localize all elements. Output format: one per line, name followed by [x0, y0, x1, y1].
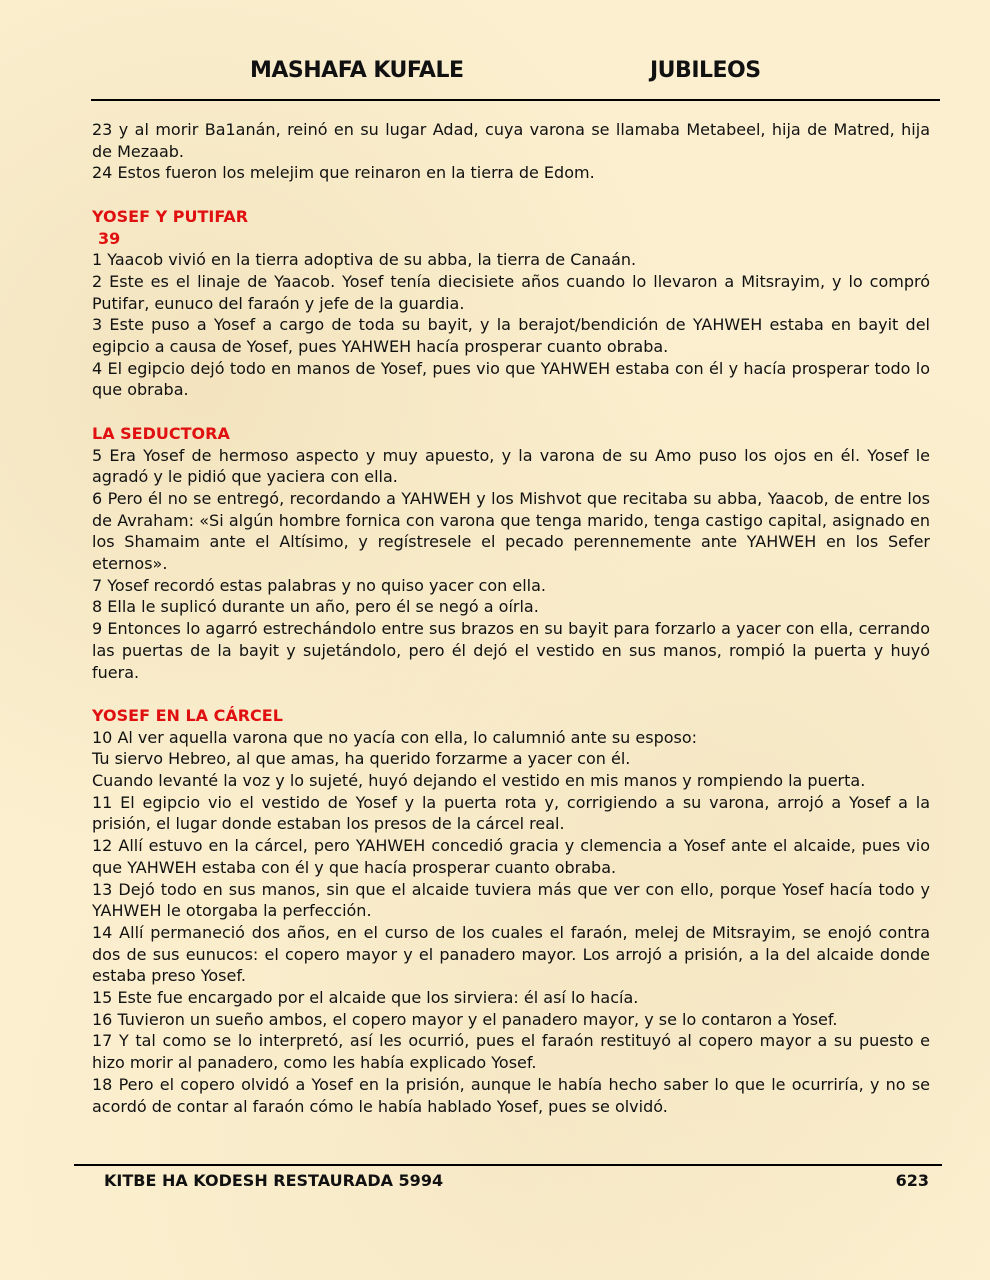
verse-paragraph: 17 Y tal como se lo interpretó, así les ocurrió, pues el faraón restituyó al copero mayor a su puesto e hizo morir al panadero, como les había explicado Yosef.: [92, 1031, 930, 1073]
verse-paragraph: 6 Pero él no se entregó, recordando a YAHWEH y los Mishvot que recitaba su abba, Yaacob, de entre los de Avraham: «Si algún hombre fornica con varona que tenga marido, tenga castigo capital, asignado en los Shamaim ante el Altísimo, y regístresele el pecado perennemente ante YAHWEH en los Sefer eternos».: [92, 488, 930, 574]
verse-paragraph: 14 Allí permaneció dos años, en el curso de los cuales el faraón, melej de Mitsrayim, se enojó contra dos de sus eunucos: el copero mayor y el panadero mayor. Los arrojó a prisión, a la del alcaide donde estaba preso Yosef.: [92, 922, 930, 986]
footer-rule: [74, 1164, 942, 1166]
footer-title: KITBE HA KODESH RESTAURADA 5994: [104, 1171, 444, 1190]
section-heading: LA SEDUCTORA: [92, 423, 230, 443]
section-heading: YOSEF EN LA CÁRCEL: [92, 705, 283, 725]
verse-paragraph: 18 Pero el copero olvidó a Yosef en la prisión, aunque le había hecho saber lo que le ocurriría, y no se acordó de contar al faraón cómo le había hablado Yosef, pues se olvidó.: [92, 1074, 930, 1116]
header-section-title: JUBILEOS: [650, 58, 761, 83]
section-heading: YOSEF Y PUTIFAR: [92, 206, 249, 226]
header-book-title: MASHAFA KUFALE: [250, 58, 464, 83]
page-header: [0, 58, 990, 90]
verse-paragraph: 13 Dejó todo en sus manos, sin que el alcaide tuviera más que ver con ello, porque Yosef hacía todo y YAHWEH le otorgaba la perfección.: [92, 879, 930, 921]
page-body: [92, 119, 930, 1117]
page-number: 623: [895, 1171, 929, 1190]
verse-paragraph: 2 Este es el linaje de Yaacob. Yosef tenía diecisiete años cuando lo llevaron a Mitsrayim, y lo compró Putifar, eunuco del faraón y jefe de la guardia.: [92, 271, 930, 313]
verse-paragraph: 15 Este fue encargado por el alcaide que los sirviera: él así lo hacía.: [92, 988, 639, 1008]
verse-paragraph: 3 Este puso a Yosef a cargo de toda su bayit, y la berajot/bendición de YAHWEH estaba en bayit del egipcio a causa de Yosef, pues YAHWEH hacía prosperar cuanto obraba.: [92, 315, 930, 357]
verse-paragraph: 5 Era Yosef de hermoso aspecto y muy apuesto, y la varona de su Amo puso los ojos en él. Yosef le agradó y le pidió que yaciera con ella.: [92, 445, 930, 487]
chapter-number: 39: [98, 228, 121, 248]
verse-paragraph: 8 Ella le suplicó durante un año, pero él se negó a oírla.: [92, 597, 539, 617]
verse-paragraph: 1 Yaacob vivió en la tierra adoptiva de su abba, la tierra de Canaán.: [92, 250, 637, 270]
verse-paragraph: 11 El egipcio vio el vestido de Yosef y la puerta rota y, corrigiendo a su varona, arrojó a Yosef a la prisión, el lugar donde estaban los presos de la cárcel real.: [92, 792, 930, 834]
verse-paragraph: 9 Entonces lo agarró estrechándolo entre sus brazos en su bayit para forzarlo a yacer con ella, cerrando las puertas de la bayit y sujetándolo, pero él dejó el vestido en sus manos, rompió la puerta y huyó fuera.: [92, 619, 930, 682]
verse-paragraph: Tu siervo Hebreo, al que amas, ha querido forzarme a yacer con él.: [92, 749, 631, 769]
verse-paragraph: 12 Allí estuvo en la cárcel, pero YAHWEH concedió gracia y clemencia a Yosef ante el alcaide, pues vio que YAHWEH estaba con él y que hacía prosperar cuanto obraba.: [92, 836, 930, 877]
verse-paragraph: 4 El egipcio dejó todo en manos de Yosef, pues vio que YAHWEH estaba con él y hacía prosperar todo lo que obraba.: [92, 358, 930, 400]
page-footer: [0, 1171, 990, 1195]
verse-paragraph: 10 Al ver aquella varona que no yacía con ella, lo calumnió ante su esposo:: [92, 727, 698, 747]
verse-paragraph: 23 y al morir Ba1anán, reinó en su lugar Adad, cuya varona se llamaba Metabeel, hija de Matred, hija de Mezaab.: [92, 120, 930, 161]
verse-paragraph: Cuando levanté la voz y lo sujeté, huyó dejando el vestido en mis manos y rompiendo la puerta.: [92, 771, 866, 791]
verse-paragraph: 24 Estos fueron los melejim que reinaron en la tierra de Edom.: [92, 163, 595, 183]
verse-paragraph: 7 Yosef recordó estas palabras y no quiso yacer con ella.: [92, 575, 546, 595]
header-rule: [91, 99, 940, 101]
verse-paragraph: 16 Tuvieron un sueño ambos, el copero mayor y el panadero mayor, y se lo contaron a Yosef.: [92, 1009, 838, 1029]
